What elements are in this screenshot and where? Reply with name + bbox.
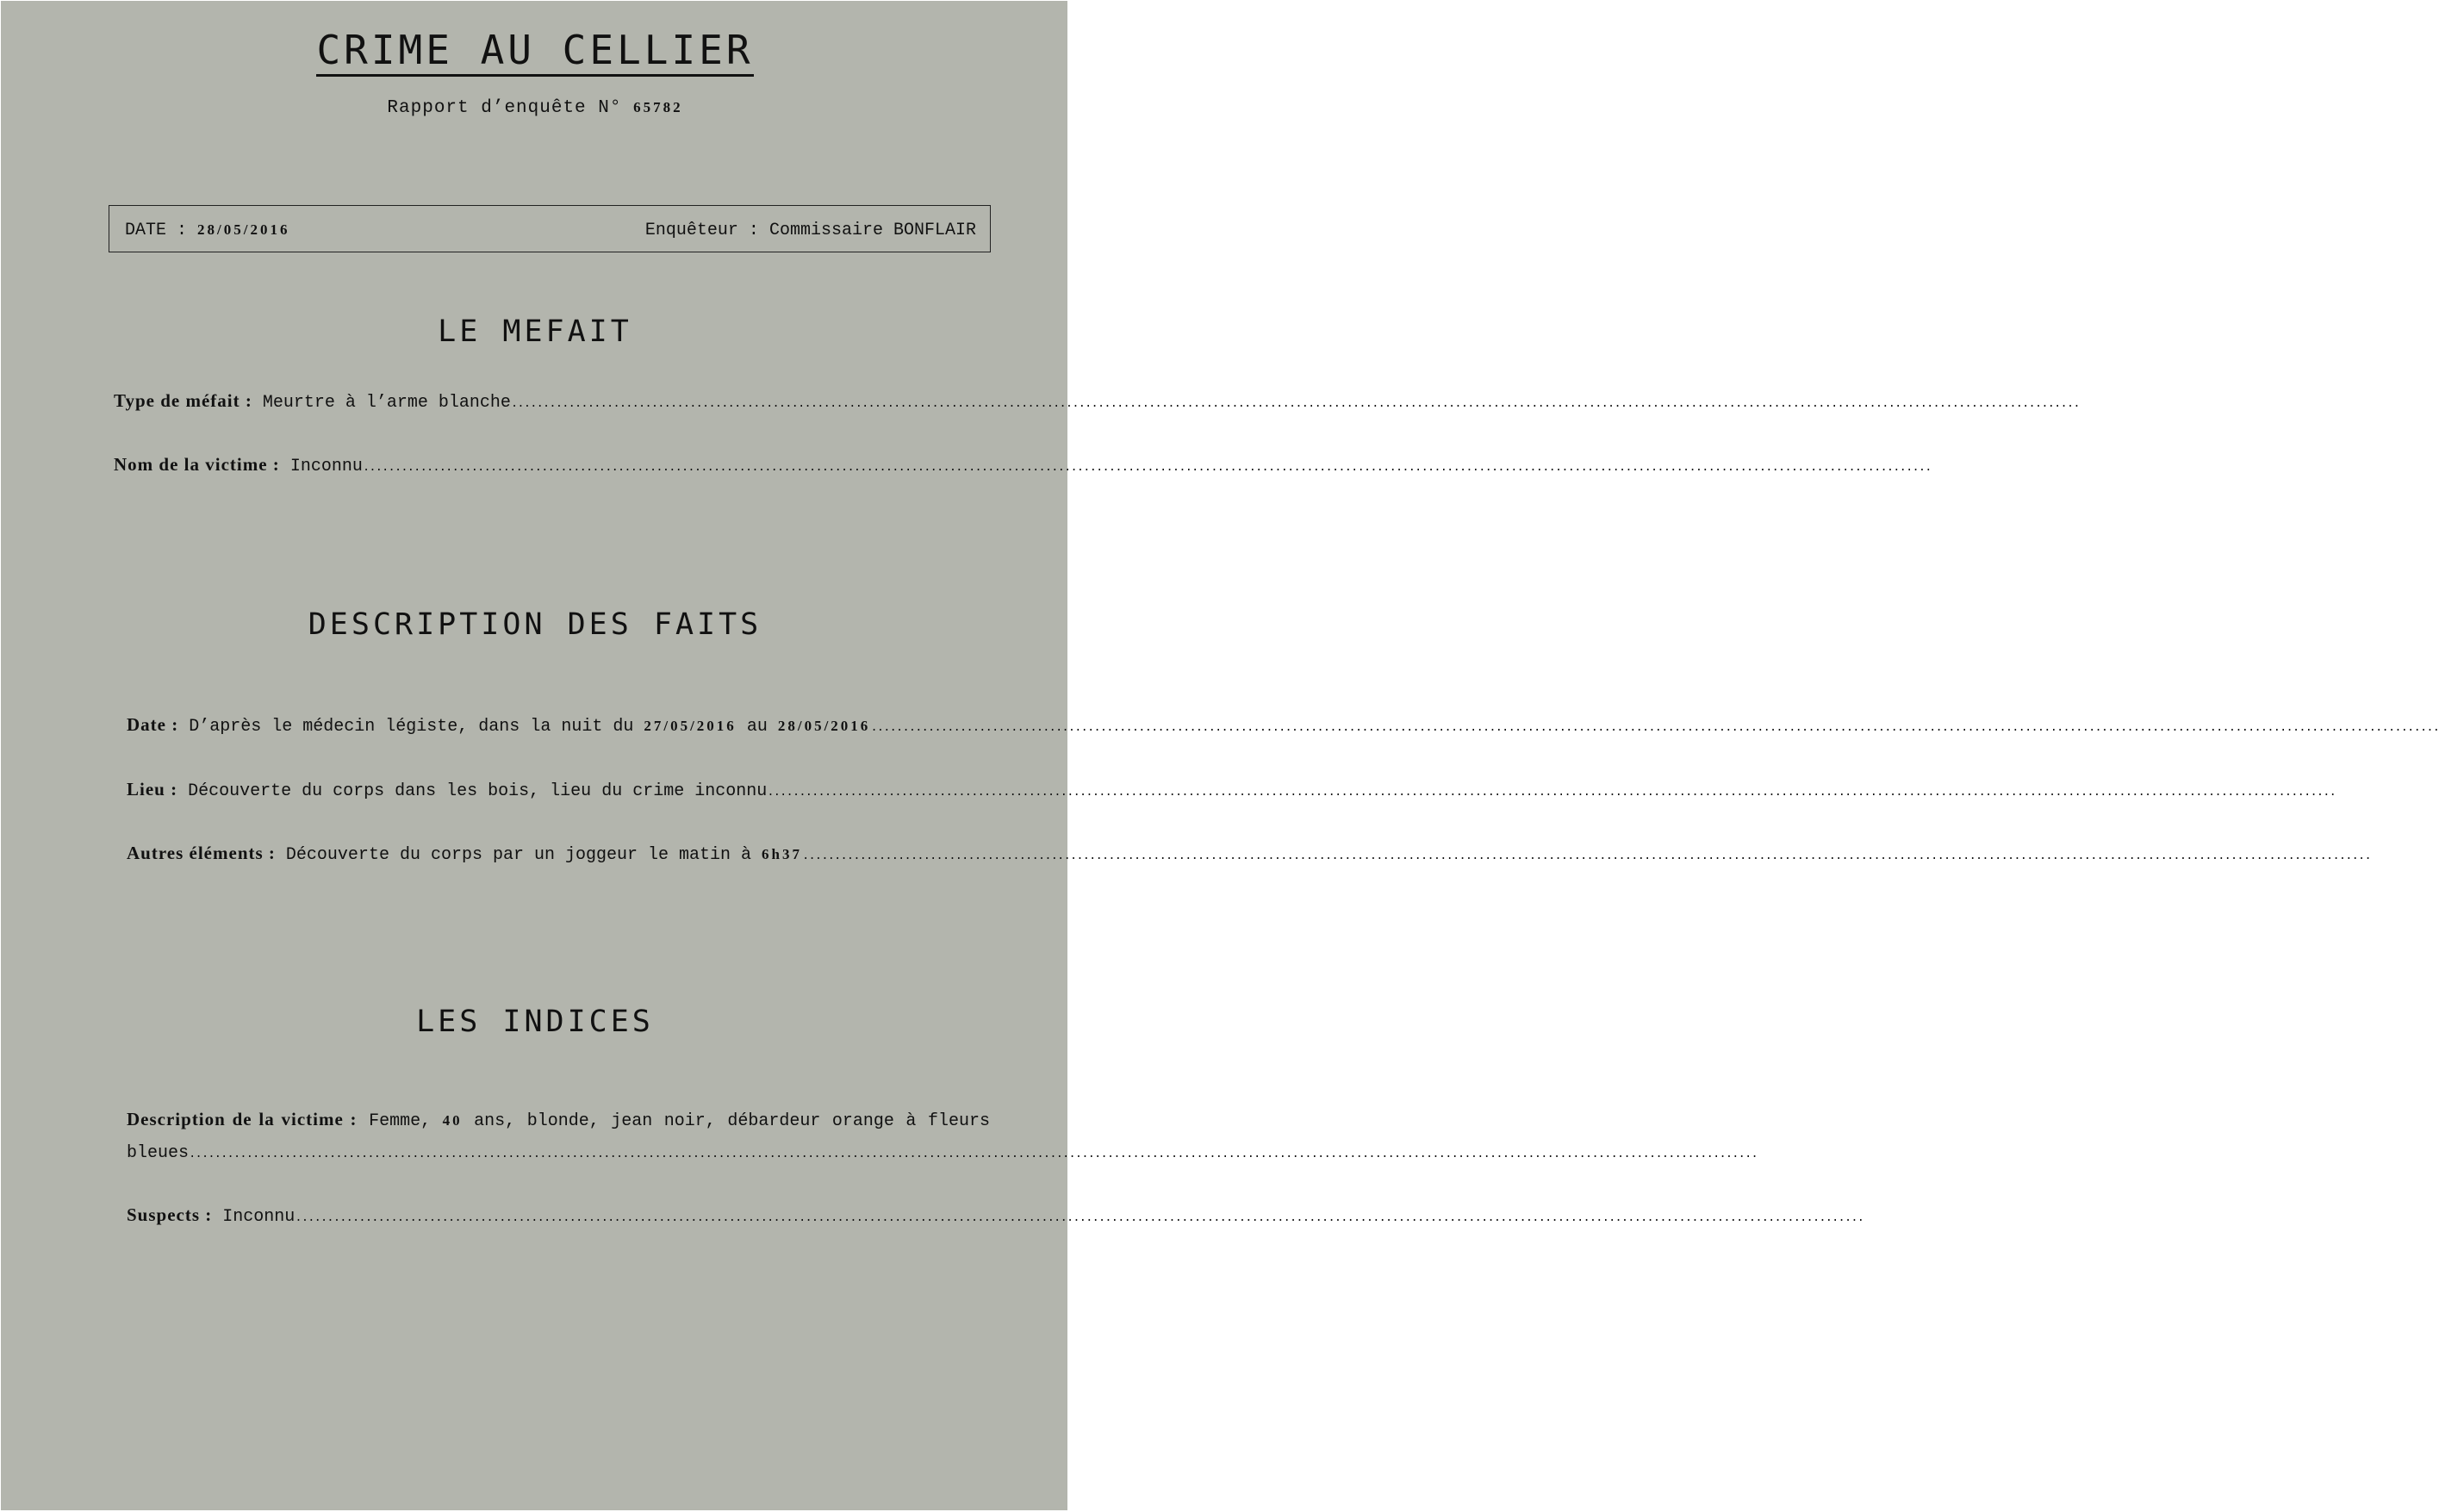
field-other bbox=[127, 837, 2371, 873]
field-date-text-2: au bbox=[746, 717, 768, 737]
info-investigator-label: Enquêteur : bbox=[644, 221, 759, 240]
field-victim-name-value: Inconnu bbox=[289, 457, 363, 476]
field-victim-name-label: Nom de la victime : bbox=[114, 454, 280, 475]
field-type-mefait bbox=[114, 385, 2080, 420]
field-type-mefait-label: Type de méfait : bbox=[114, 390, 252, 411]
info-investigator bbox=[645, 221, 976, 240]
info-box bbox=[109, 205, 991, 252]
dotted-leader: ...................................................................................................................................................................................................................................................... bbox=[362, 461, 1932, 475]
dotted-leader: ...................................................................................................................................................................................................................................................... bbox=[295, 1211, 1864, 1225]
report-subtitle bbox=[1, 98, 1069, 118]
field-suspects bbox=[127, 1199, 1864, 1235]
field-other-text: Découverte du corps par un joggeur le matin à bbox=[285, 845, 752, 865]
info-date-label: DATE : bbox=[125, 221, 188, 240]
field-suspects-label: Suspects : bbox=[127, 1204, 213, 1225]
field-victim-description-text-1: Femme, bbox=[369, 1111, 432, 1131]
field-victim-name bbox=[114, 449, 1932, 484]
field-type-mefait-value: Meurtre à l’arme blanche bbox=[262, 393, 511, 413]
field-date-text-1: D’après le médecin légiste, dans la nuit du bbox=[189, 717, 634, 737]
report-number: 65782 bbox=[633, 99, 683, 115]
field-victim-description-label: Description de la victime : bbox=[127, 1109, 358, 1129]
field-date-to: 28/05/2016 bbox=[777, 718, 871, 734]
dotted-leader: ...................................................................................................................................................................................................................................................... bbox=[802, 849, 2371, 863]
field-place-value: Découverte du corps dans les bois, lieu du crime inconnu bbox=[188, 781, 768, 801]
field-victim-age: 40 bbox=[442, 1112, 463, 1129]
field-date-label: Date : bbox=[127, 714, 179, 735]
info-date bbox=[125, 221, 289, 240]
dotted-leader: ...................................................................................................................................................................................................................................................... bbox=[189, 1148, 1758, 1161]
info-date-value: 28/05/2016 bbox=[197, 221, 290, 238]
dotted-leader: ...................................................................................................................................................................................................................................................... bbox=[870, 721, 2439, 735]
document-title-text: CRIME AU CELLIER bbox=[316, 27, 753, 77]
dotted-leader: ...................................................................................................................................................................................................................................................... bbox=[510, 397, 2080, 411]
field-place bbox=[127, 774, 2336, 809]
document-title bbox=[1, 27, 1069, 73]
field-victim-description bbox=[127, 1104, 1758, 1167]
info-investigator-value: Commissaire BONFLAIR bbox=[768, 221, 976, 240]
field-place-label: Lieu : bbox=[127, 779, 178, 800]
field-suspects-value: Inconnu bbox=[222, 1207, 296, 1227]
field-victim-description-text-2: ans, blonde, jean noir, débardeur orange à fleurs bleues bbox=[127, 1111, 990, 1163]
dotted-leader: ...................................................................................................................................................................................................................................................... bbox=[767, 786, 2336, 800]
report-subtitle-prefix: Rapport d’enquête N° bbox=[387, 98, 622, 118]
field-date bbox=[127, 709, 2439, 744]
section-title-mefait: LE MEFAIT bbox=[438, 314, 632, 349]
field-date-from: 27/05/2016 bbox=[644, 718, 737, 734]
section-title-indices: LES INDICES bbox=[416, 1005, 654, 1039]
field-other-time: 6h37 bbox=[762, 846, 802, 862]
report-page bbox=[1, 1, 2439, 1510]
field-other-label: Autres éléments : bbox=[127, 843, 276, 863]
section-title-faits: DESCRIPTION DES FAITS bbox=[308, 607, 762, 642]
